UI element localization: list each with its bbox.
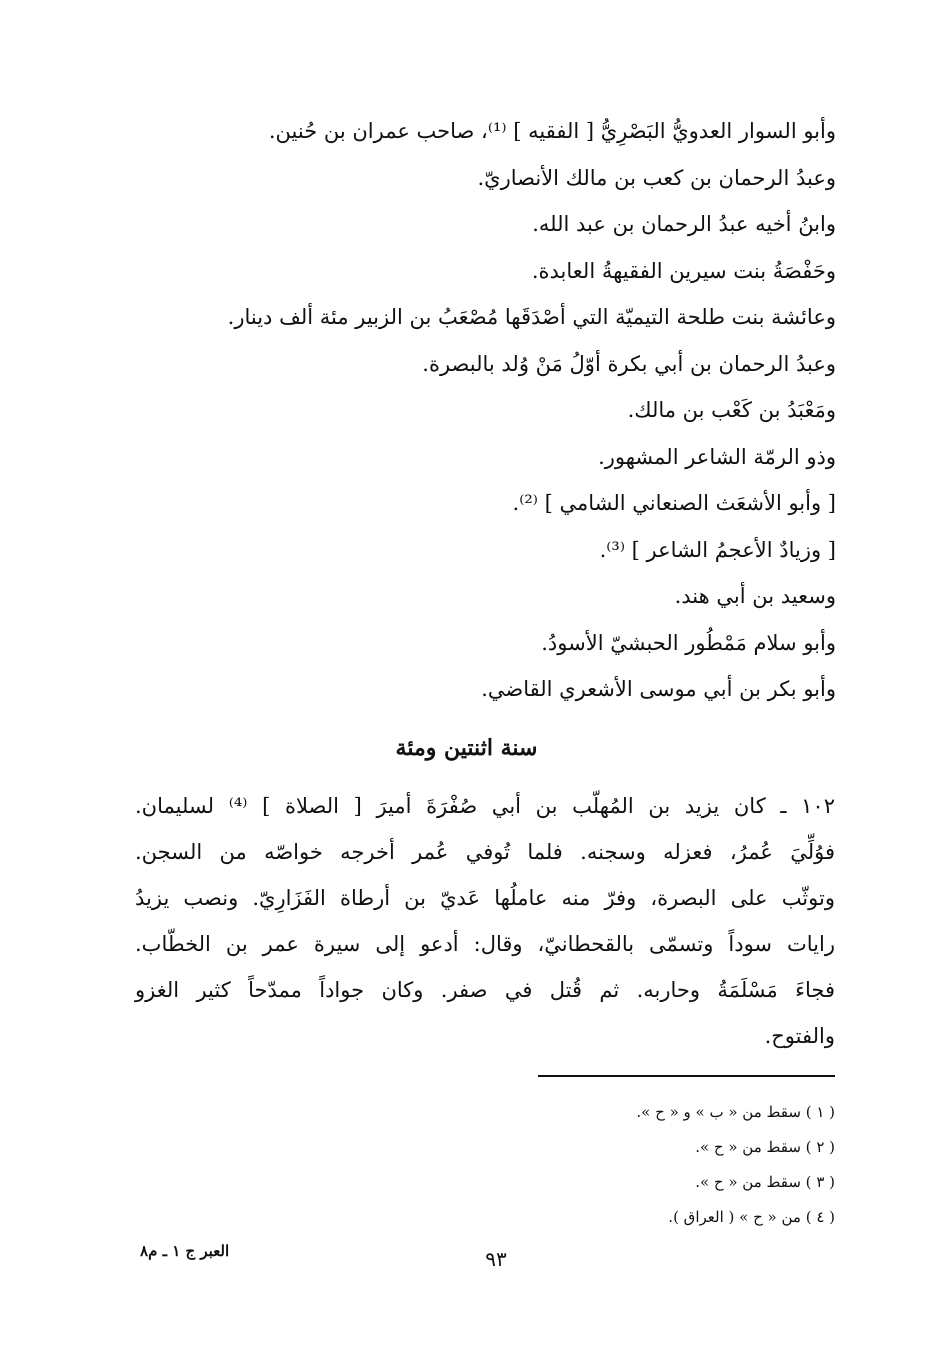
footnote: ( ١ ) سقط من « ب » و « ح ». <box>636 1103 835 1121</box>
footnotes-list <box>435 1095 835 1235</box>
printer-signature: العبر ج ١ ـ م٨ <box>140 1242 230 1260</box>
entry-line: وأبو سلام مَمْطُور الحبشيّ الأسودُ. <box>541 630 836 655</box>
year-paragraph <box>135 783 835 1059</box>
entry-line: وذو الرمّة الشاعر المشهور. <box>598 444 836 469</box>
paragraph-line: والفتوح. <box>764 1024 835 1048</box>
entry-line: وحَفْصَةُ بنت سيرين الفقيهةُ العابدة. <box>531 258 836 283</box>
entry-line: وأبو السوار العدويُّ البَصْرِيُّ [ الفقيه ] ⁽¹⁾، صاحب عمران بن حُنين. <box>268 119 836 143</box>
entry-line: وعبدُ الرحمان بن كعب بن مالك الأنصاريّ. <box>477 165 836 190</box>
entry-line: [ وأبو الأشعَث الصنعاني الشامي ] ⁽²⁾. <box>512 491 836 515</box>
entry-line: وابنُ أخيه عبدُ الرحمان بن عبد الله. <box>532 212 836 236</box>
entry-line: [ وزيادٌ الأعجمُ الشاعر ] ⁽³⁾. <box>599 537 836 562</box>
paragraph-line: فوُلِّيَ عُمرُ، فعزله وسجنه. فلما تُوفي عُمر أخرجه خواصّه من السجن. <box>135 840 835 864</box>
footnote: ( ٣ ) سقط من « ح ». <box>695 1173 835 1191</box>
entry-line: ومَعْبَدُ بن كَعْب بن مالك. <box>627 398 836 422</box>
paragraph-line: وتوثّب على البصرة، وفرّ منه عاملُها عَديّ بن أرطاة الفَزَارِيّ. ونصب يزيدُ <box>135 886 835 910</box>
entry-line: وعبدُ الرحمان بن أبي بكرة أوّلُ مَنْ وُلد بالبصرة. <box>422 351 836 376</box>
paragraph-line: فجاءَ مَسْلَمَةُ وحاربه. ثم قُتل في صفر. وكان جواداً ممدّحاً كثير الغزو <box>135 978 835 1002</box>
entry-line: وعائشة بنت طلحة التيميّة التي أصْدَقَها مُصْعَبُ بن الزبير مئة ألف دينار. <box>227 305 836 329</box>
entry-line: وسعيد بن أبي هند. <box>674 584 836 608</box>
death-entries-list <box>136 108 836 713</box>
footnote-divider <box>538 1075 835 1077</box>
footnote: ( ٤ ) من « ح » ( العراق ). <box>668 1208 835 1226</box>
footnote: ( ٢ ) سقط من « ح ». <box>695 1138 835 1156</box>
section-heading: سنة اثنتين ومئة <box>395 735 538 761</box>
page-number: ٩٣ <box>485 1247 507 1271</box>
paragraph-line: رايات سوداً وتسمّى بالقحطانيّ، وقال: أدعو إلى سيرة عمر بن الخطّاب. <box>135 932 835 956</box>
entry-line: وأبو بكر بن أبي موسى الأشعري القاضي. <box>481 677 836 701</box>
paragraph-line: ١٠٢ ـ كان يزيد بن المُهلّب بن أبي صُفْرَةَ أميرَ [ الصلاة ] ⁽⁴⁾ لسليمان. <box>135 794 835 818</box>
